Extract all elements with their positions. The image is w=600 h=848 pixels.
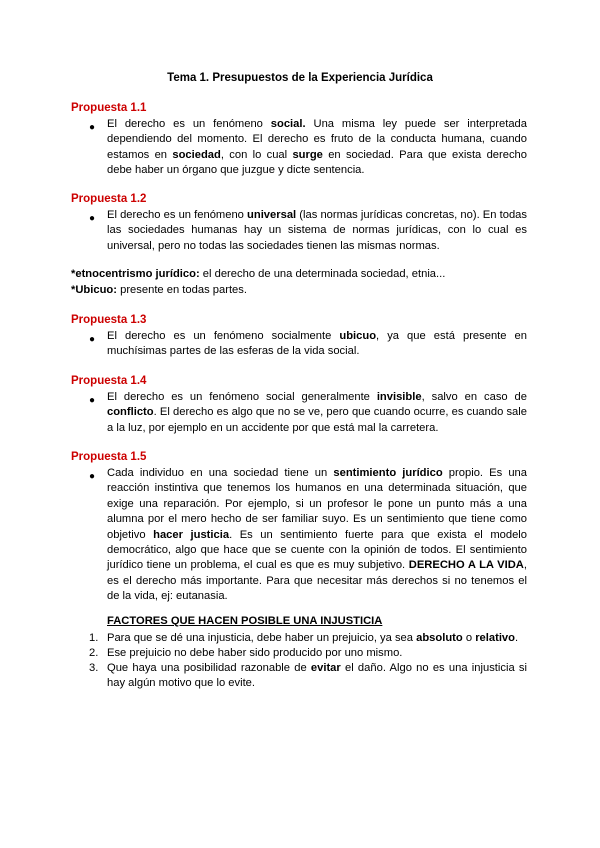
factor-number-3: 3.: [89, 662, 99, 674]
factor-number-1: 1.: [89, 632, 99, 644]
section-heading-1-1: Propuesta 1.1: [71, 102, 147, 114]
paragraph-1-5: Cada individuo en una sociedad tiene un sentimiento jurídico propio. Es una reacción instintiva que tenemos los humanos en una determinada situación, que exige una reparación. Por ejemplo, si un profesor le pone un punto más a una alumna por el mero hecho de ser familiar suyo. Es un sentimiento que tiene como objetivo hacer justicia. Es un sentimiento fuerte para que exista el modelo democrático, algo que hace que se cuente con la opinión de todos. El sentimiento jurídico tiene un problema, el cual es que es muy subjetivo. DERECHO A LA VIDA, es el derecho más importante. Para que necesitar más derechos si no tenemos el de la vida, ej: eutanasia.: [107, 467, 528, 603]
factors-title: FACTORES QUE HACEN POSIBLE UNA INJUSTICIA: [107, 615, 383, 627]
factor-number-2: 2.: [89, 647, 99, 659]
factor-item-2: Ese prejuicio no debe haber sido producido por uno mismo.: [107, 647, 403, 659]
paragraph-1-3: El derecho es un fenómeno socialmente ubicuo, ya que está presente en muchísimas partes de las esferas de la vida social.: [107, 330, 527, 358]
bullet-1-1: ●: [89, 122, 96, 133]
bullet-1-3: ●: [89, 334, 96, 345]
bullet-1-2: ●: [89, 213, 96, 224]
factor-item-1: Para que se dé una injusticia, debe haber un prejuicio, ya sea absoluto o relativo.: [107, 632, 519, 644]
bullet-1-4: ●: [89, 395, 96, 406]
paragraph-1-2: El derecho es un fenómeno universal (las normas jurídicas concretas, no). En todas las sociedades humanas hay un sistema de normas jurídicas, con lo cual es universal, pero no todas las sociedades tienen las mismas normas.: [107, 209, 527, 252]
section-heading-1-2: Propuesta 1.2: [71, 193, 147, 205]
section-heading-1-4: Propuesta 1.4: [71, 375, 147, 387]
factor-item-3: Que haya una posibilidad razonable de evitar el daño. Algo no es una injusticia si hay algún motivo que lo evite.: [107, 662, 527, 690]
section-heading-1-5: Propuesta 1.5: [71, 451, 147, 463]
note-etnocentrismo: *etnocentrismo jurídico: el derecho de una determinada sociedad, etnia...: [71, 268, 446, 280]
note-ubicuo: *Ubicuo: presente en todas partes.: [71, 284, 247, 296]
bullet-1-5: ●: [89, 471, 96, 482]
page-title: Tema 1. Presupuestos de la Experiencia Jurídica: [167, 72, 433, 84]
paragraph-1-4: El derecho es un fenómeno social generalmente invisible, salvo en caso de conflicto. El derecho es algo que no se ve, pero que cuando ocurre, es cuando sale a la luz, por ejemplo en un accidente por que está mal la carretera.: [107, 391, 527, 434]
section-heading-1-3: Propuesta 1.3: [71, 314, 147, 326]
paragraph-1-1: El derecho es un fenómeno social. Una misma ley puede ser interpretada dependiendo del momento. El derecho es fruto de la conducta humana, cuando estamos en sociedad, con lo cual surge en sociedad. Para que exista derecho debe haber un órgano que juzgue y dicte sentencia.: [107, 118, 528, 177]
